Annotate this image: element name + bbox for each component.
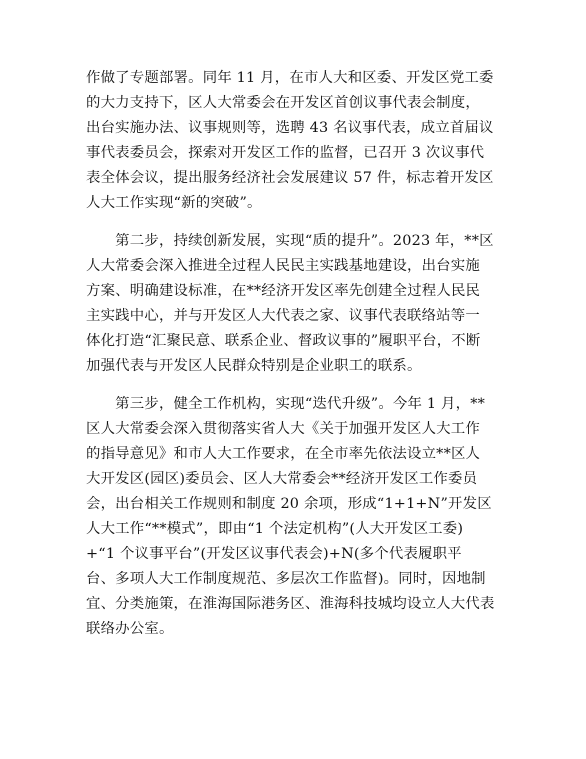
text-line: 加强代表与开发区人民群众特别是企业职工的联系。 xyxy=(86,358,422,374)
paragraph-2 xyxy=(86,229,514,379)
text-line: 宜、分类施策，在淮海国际港务区、淮海科技城均设立人大代表 xyxy=(86,596,495,612)
text-line: 台、多项人大工作制度规范、多层次工作监督)。同时，因地制 xyxy=(86,571,486,587)
paragraph-1 xyxy=(86,66,514,216)
text-line: 主实践中心，并与开发区人大代表之家、议事代表联络站等一 xyxy=(86,308,480,324)
text-line: 出台实施办法、议事规则等，选聘 43 名议事代表，成立首届议 xyxy=(86,120,494,136)
text-line: 的大力支持下，区人大常委会在开发区首创议事代表会制度， xyxy=(86,95,480,111)
text-line: 表全体会议，提出服务经济社会发展建议 57 件，标志着开发区 xyxy=(86,170,494,186)
text-line: 作做了专题部署。同年 11 月，在市人大和区委、开发区党工委 xyxy=(86,70,494,86)
text-line: 事代表委员会，探索对开发区工作的监督，已召开 3 次议事代 xyxy=(86,145,485,161)
text-line: 第三步，健全工作机构，实现“迭代升级”。今年 1 月，** xyxy=(86,396,485,412)
text-line: 的指导意见》和市人大工作要求，在全市率先依法设立**区人 xyxy=(86,446,481,462)
document-page xyxy=(86,66,514,642)
text-line: 会，出台相关工作规则和制度 20 余项，形成“1+1+N”开发区 xyxy=(86,496,492,512)
paragraph-3 xyxy=(86,392,514,642)
text-line: 方案、明确建设标准，在**经济开发区率先创建全过程人民民 xyxy=(86,283,481,299)
text-line: 人大工作实现“新的突破”。 xyxy=(86,195,262,211)
text-line: 大开发区(园区)委员会、区人大常委会**经济开发区工作委员 xyxy=(86,471,478,487)
text-line: 人大工作“**模式”，即由“1 个法定机构”(人大开发区工委) xyxy=(86,521,464,537)
text-line: 区人大常委会深入贯彻落实省人大《关于加强开发区人大工作 xyxy=(86,421,480,437)
text-line: 第二步，持续创新发展，实现“质的提升”。2023 年，**区 xyxy=(86,233,494,249)
text-line: 体化打造“汇聚民意、联系企业、督政议事的”履职平台，不断 xyxy=(86,333,481,349)
text-line: 联络办公室。 xyxy=(86,621,174,637)
text-line: +“1 个议事平台”(开发区议事代表会)+N(多个代表履职平 xyxy=(86,546,462,562)
text-line: 人大常委会深入推进全过程人民民主实践基地建设，出台实施 xyxy=(86,258,480,274)
